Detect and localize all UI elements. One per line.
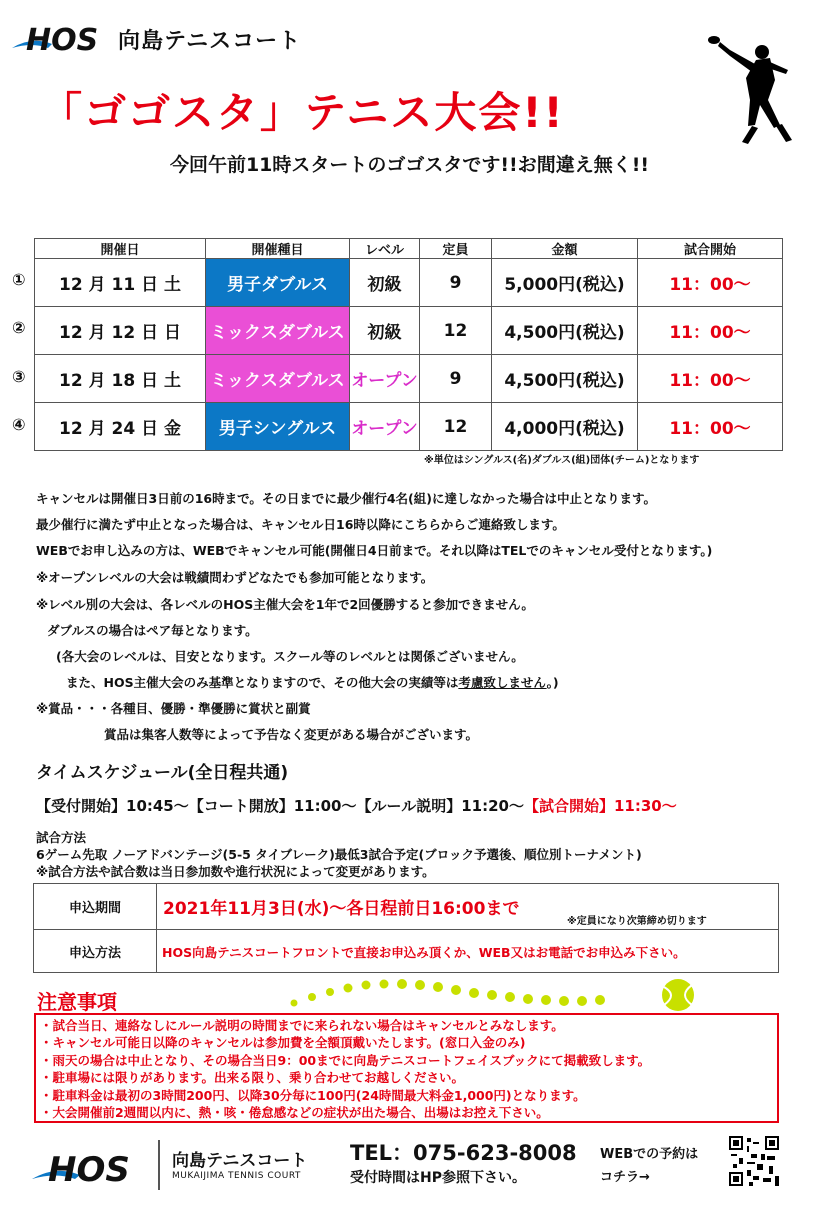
- row-level: オープン: [350, 403, 420, 451]
- table-row: [35, 307, 783, 355]
- caution-title: 注意事項: [37, 990, 117, 1014]
- row-start: 11：00～: [638, 259, 783, 307]
- row-number: ④: [12, 415, 26, 434]
- schedule-table: [34, 238, 783, 451]
- header-level: レベル: [350, 239, 420, 259]
- row-start: 11：00～: [638, 307, 783, 355]
- table-row: [35, 355, 783, 403]
- header-start: 試合開始: [638, 239, 783, 259]
- footer-hos-logo: [32, 1145, 148, 1189]
- table-row: [34, 930, 779, 973]
- row-capacity: 12: [420, 307, 492, 355]
- match-method: 6ゲーム先取 ノーアドバンテージ(5-5 タイブレーク)最低3試合予定(ブロック予選後、順位別トーナメント): [36, 847, 642, 862]
- page-title: 「ゴゴスタ」テニス大会!!: [40, 88, 565, 137]
- row-date: 12 月 18 日 土: [35, 355, 206, 403]
- note-web-cancel: WEBでお申し込みの方は、WEBでキャンセル可能(開催日4日前まで。それ以降はTELでのキャンセル受付となります。): [36, 543, 713, 558]
- caution-item: ・駐車場には限りがあります。出来る限り、乗り合わせてお越しください。: [40, 1070, 465, 1086]
- method-cell: [157, 930, 779, 973]
- note-cancel: キャンセルは開催日3日前の16時まで。その日までに最少催行4名(組)に達しなかった場合は中止となります。: [36, 491, 656, 506]
- table-header-row: [35, 239, 783, 259]
- web-reserve-label: WEBでの予約は: [600, 1147, 699, 1162]
- row-date: 12 月 11 日 土: [35, 259, 206, 307]
- row-price: 4,500円(税込): [492, 307, 638, 355]
- svg-text:HOS: HOS: [48, 1150, 130, 1189]
- row-price: 4,500円(税込): [492, 355, 638, 403]
- match-method-note: ※試合方法や試合数は当日参加数や進行状況によって変更があります。: [36, 864, 435, 879]
- footer-divider: [158, 1140, 160, 1190]
- row-price: 5,000円(税込): [492, 259, 638, 307]
- brand-name: 向島テニスコート: [118, 29, 302, 54]
- note-hos-standard: また、HOS主催大会のみ基準となりますので、その他大会の実績等は考慮致しません。): [66, 675, 559, 690]
- note-level-guide: (各大会のレベルは、目安となります。スクール等のレベルとは関係ございません。: [56, 649, 524, 664]
- method-value: HOS向島テニスコートフロントで直接お申込み頂くか、WEB又はお電話でお申込み下さい。: [162, 944, 686, 960]
- period-cell: [157, 884, 779, 930]
- time-schedule-title: タイムスケジュール(全日程共通): [36, 763, 289, 783]
- note-prize-change: 賞品は集客人数等によって予告なく変更がある場合がございます。: [104, 727, 479, 742]
- hos-logo: [12, 18, 112, 58]
- row-start: 11：00～: [638, 355, 783, 403]
- row-price: 4,000円(税込): [492, 403, 638, 451]
- reception-hours: 受付時間はHP参照下さい。: [350, 1170, 526, 1186]
- caution-item: ・大会開催前2週間以内に、熱・咳・倦怠感などの症状が出た場合、出場はお控え下さい。: [40, 1105, 549, 1121]
- row-date: 12 月 24 日 金: [35, 403, 206, 451]
- header-date: 開催日: [35, 239, 206, 259]
- caution-item: ・雨天の場合は中止となり、その場合当日9：00までに向島テニスコートフェイスブックにて掲載致します。: [40, 1052, 651, 1068]
- header-price: 金額: [492, 239, 638, 259]
- period-note: ※定員になり次第締め切ります: [567, 916, 707, 927]
- row-number: ③: [12, 367, 26, 386]
- row-capacity: 9: [420, 259, 492, 307]
- match-method-title: 試合方法: [36, 830, 87, 845]
- svg-text:HOS: HOS: [26, 23, 99, 58]
- caution-box: [34, 1013, 779, 1123]
- caution-item: ・キャンセル可能日以降のキャンセルは参加費を全額頂戴いたします。(窓口入金のみ): [40, 1035, 526, 1051]
- row-level: 初級: [350, 307, 420, 355]
- row-event: 男子ダブルス: [206, 259, 350, 307]
- footer-brand-name: 向島テニスコート: [172, 1151, 308, 1171]
- header-event: 開催種目: [206, 239, 350, 259]
- subtitle: 今回午前11時スタートのゴゴスタです!!お間違え無く!!: [169, 154, 650, 176]
- application-table: [33, 883, 779, 973]
- row-date: 12 月 12 日 日: [35, 307, 206, 355]
- row-capacity: 12: [420, 403, 492, 451]
- row-number: ②: [12, 318, 26, 337]
- note-doubles: ダブルスの場合はペア毎となります。: [47, 623, 258, 638]
- row-event: ミックスダブルス: [206, 307, 350, 355]
- unit-note: ※単位はシングルス(名)ダブルス(組)団体(チーム)となります: [424, 455, 700, 466]
- row-number: ①: [12, 270, 26, 289]
- period-label: 申込期間: [34, 884, 157, 930]
- row-level: 初級: [350, 259, 420, 307]
- header-capacity: 定員: [420, 239, 492, 259]
- footer-brand-name-en: MUKAIJIMA TENNIS COURT: [172, 1171, 301, 1181]
- row-event: ミックスダブルス: [206, 355, 350, 403]
- time-schedule-line: 【受付開始】10:45～【コート開放】11:00～【ルール説明】11:20～【試合開始】11:30～: [36, 797, 677, 815]
- caution-item: ・駐車料金は最初の3時間200円、以降30分毎に100円(24時間最大料金1,000円)となります。: [40, 1087, 586, 1103]
- qr-code-icon[interactable]: [729, 1136, 779, 1186]
- table-row: [35, 259, 783, 307]
- tennis-player-icon: [700, 30, 795, 150]
- row-event: 男子シングルス: [206, 403, 350, 451]
- row-start: 11：00～: [638, 403, 783, 451]
- web-reserve-arrow[interactable]: コチラ→: [600, 1170, 650, 1185]
- note-open-level: ※オープンレベルの大会は戦績問わずどなたでも参加可能となります。: [36, 570, 434, 585]
- note-cancel-contact: 最少催行に満たず中止となった場合は、キャンセル日16時以降にこちらからご連絡致します。: [36, 517, 565, 532]
- row-level: オープン: [350, 355, 420, 403]
- table-row: [35, 403, 783, 451]
- period-value: 2021年11月3日(水)～各日程前日16:00まで: [163, 899, 520, 919]
- phone-number[interactable]: TEL：075-623-8008: [350, 1141, 577, 1165]
- method-label: 申込方法: [34, 930, 157, 973]
- caution-item: ・試合当日、連絡なしにルール説明の時間までに来られない場合はキャンセルとみなします。: [40, 1018, 564, 1033]
- row-capacity: 9: [420, 355, 492, 403]
- note-prize: ※賞品・・・各種目、優勝・準優勝に賞状と副賞: [36, 701, 311, 716]
- note-level-limit: ※レベル別の大会は、各レベルのHOS主催大会を1年で2回優勝すると参加できません。: [36, 597, 534, 612]
- table-row: [34, 884, 779, 930]
